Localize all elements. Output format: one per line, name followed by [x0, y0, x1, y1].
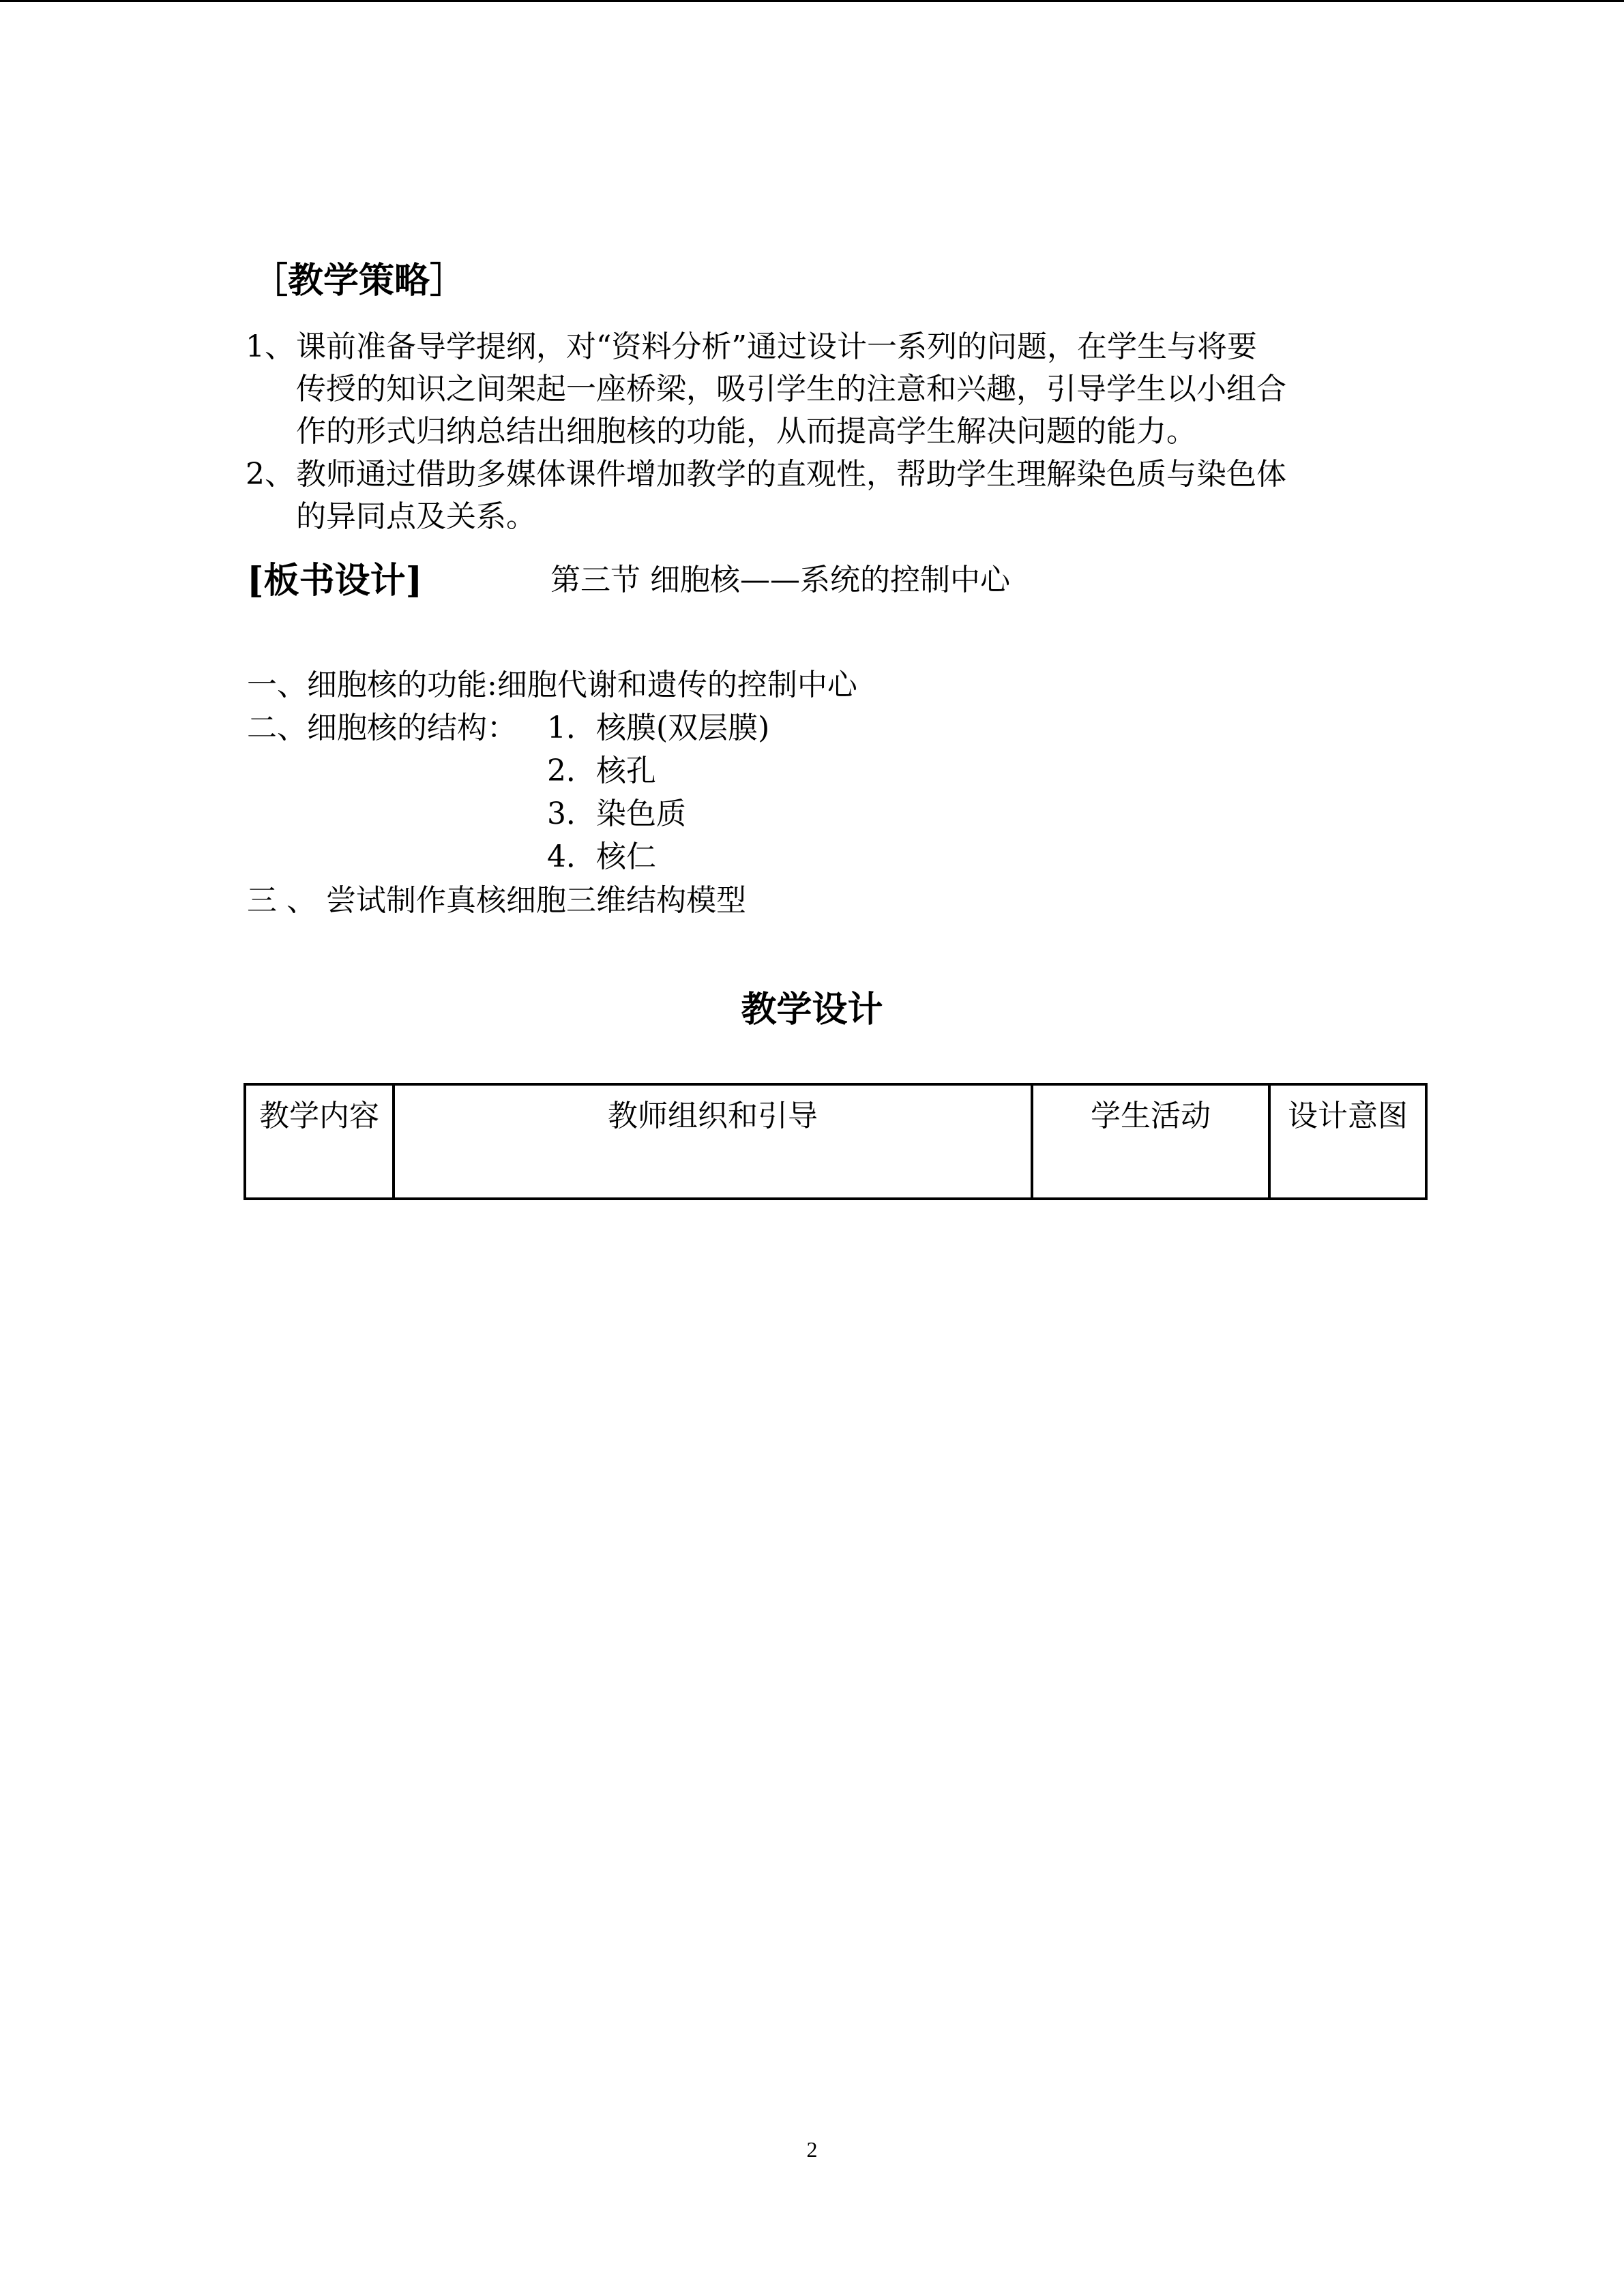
structure-item-1: 1．核膜(双层膜): [547, 711, 770, 745]
board-line-structure: 二、细胞核的结构：: [247, 711, 517, 745]
strategy-item-1-line-1: 课前准备导学提纲，对“资料分析”通过设计一系列的问题，在学生与将要: [296, 329, 1257, 364]
strategy-item-2: [246, 453, 1378, 538]
board-line-function: 一、细胞核的功能:细胞代谢和遗传的控制中心: [247, 668, 857, 702]
design-title: 教学设计: [741, 989, 883, 1030]
strategy-item-2-number: 2、: [246, 457, 295, 492]
structure-item-3: 3．染色质: [547, 796, 686, 831]
structure-item-2: 2．核孔: [547, 754, 656, 788]
strategy-item-1-line-2: 传授的知识之间架起一座桥梁，吸引学生的注意和兴趣，引导学生以小组合: [296, 372, 1286, 406]
board-title: 第三节 细胞核——系统的控制中心: [550, 563, 1010, 597]
column-header-intent: 设计意图: [1269, 1084, 1426, 1199]
strategy-item-1-number: 1、: [246, 329, 295, 364]
top-border-line: [0, 0, 1624, 2]
design-table: [243, 1083, 1428, 1200]
structure-item-4: 4．核仁: [547, 839, 656, 874]
strategy-heading: ［教学策略］: [252, 260, 466, 301]
strategy-item-2-line-1: 教师通过借助多媒体课件增加教学的直观性，帮助学生理解染色质与染色体: [296, 457, 1286, 492]
page-number: 2: [806, 2137, 818, 2162]
board-line-model: 三 、 尝试制作真核细胞三维结构模型: [247, 883, 746, 918]
strategy-item-2-line-2: 的异同点及关系。: [296, 499, 536, 534]
column-header-teacher: 教师组织和引导: [394, 1084, 1032, 1199]
column-header-student: 学生活动: [1032, 1084, 1269, 1199]
board-heading: [板书设计]: [247, 560, 423, 601]
column-header-content: 教学内容: [245, 1084, 394, 1199]
design-table-header-row: [245, 1084, 1426, 1199]
strategy-item-1-line-3: 作的形式归纳总结出细胞核的功能，从而提高学生解决问题的能力。: [296, 414, 1196, 449]
strategy-item-1: [246, 326, 1378, 453]
